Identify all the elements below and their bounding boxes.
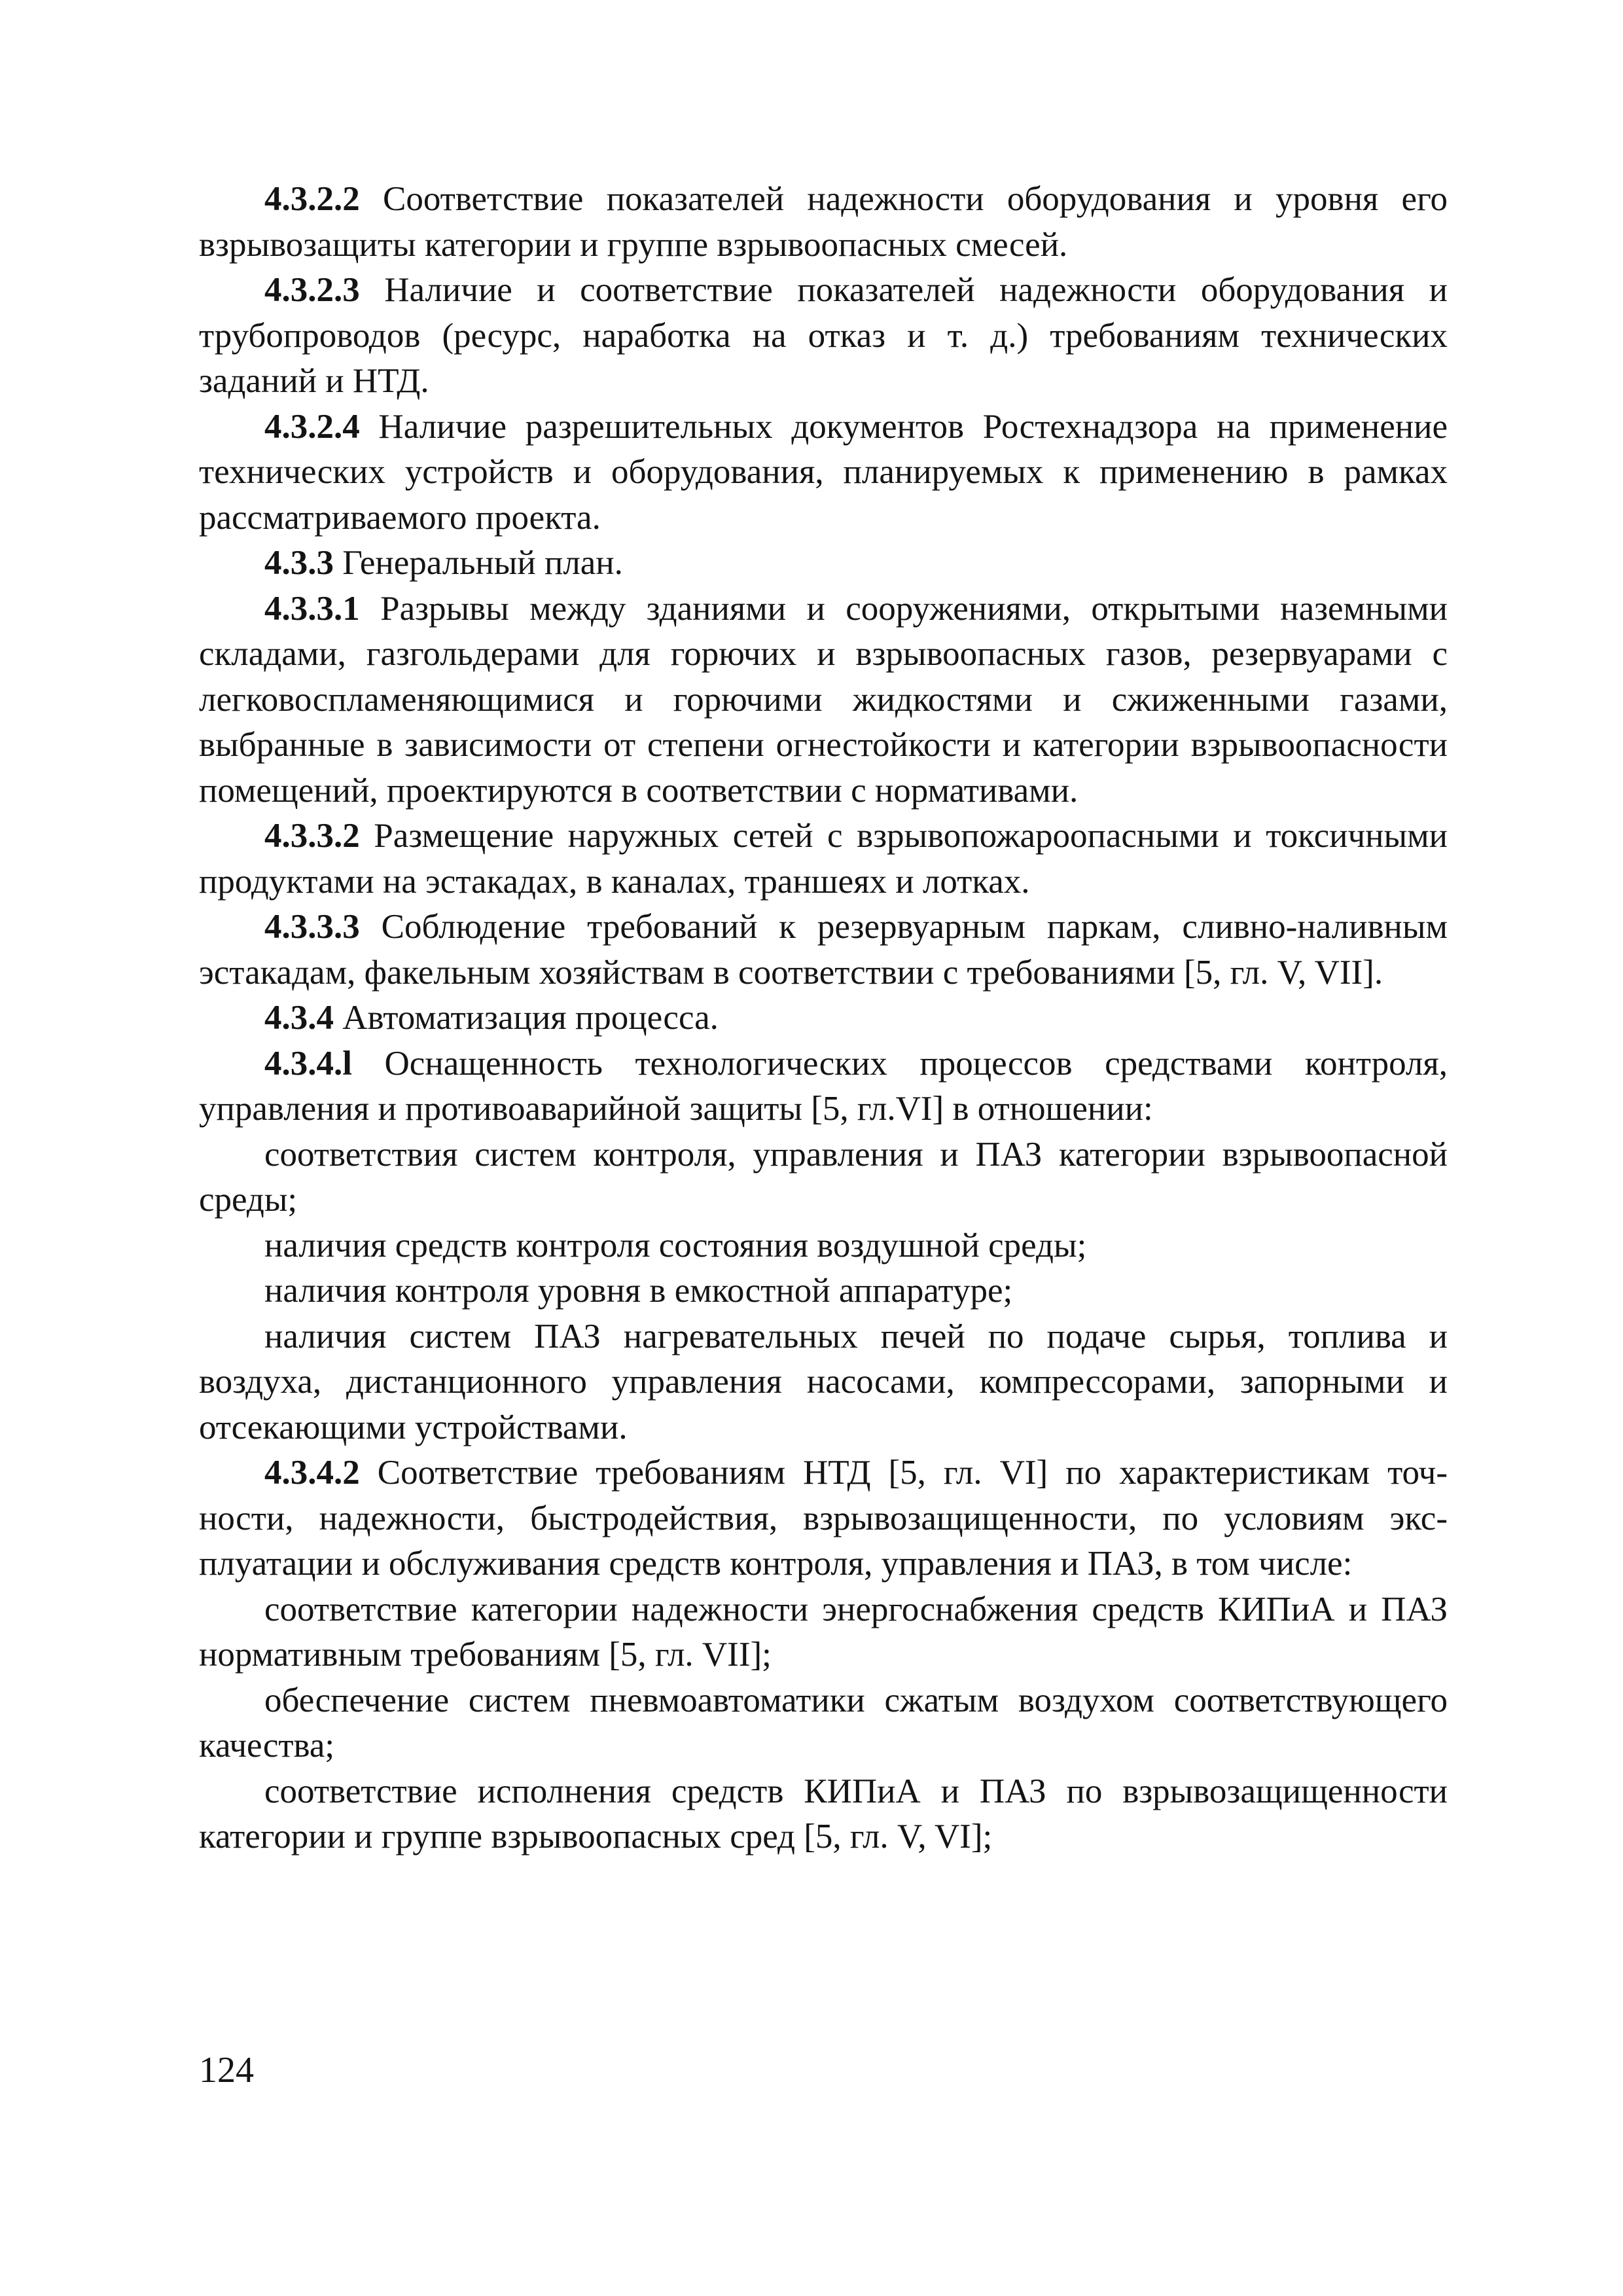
- paragraph-text: соответствие исполнения средств КИПиА и ПАЗ по взрывозащищенности категории и группе взрывоопасных сред [5, гл. V, VI];: [199, 1772, 1448, 1856]
- paragraph-text: Оснащенность технологических процессов средствами контроля, управления и противоаварийной защиты [5, гл.VI] в отношении:: [199, 1044, 1448, 1128]
- paragraph-text: наличия средств контроля состояния воздушной среды;: [264, 1226, 1087, 1265]
- paragraph-4-3-3-3: [199, 905, 1448, 996]
- page-number: 124: [199, 2050, 254, 2090]
- paragraph-text: Наличие и соответствие показателей надежности оборудования и трубопроводов (ресурс, наработка на отказ и т. д.) требованиям технических заданий и НТД.: [199, 271, 1448, 400]
- paragraph-4-3-4-1: [199, 1041, 1448, 1132]
- paragraph-4-3-2-2: [199, 177, 1448, 268]
- list-item: [199, 1587, 1448, 1678]
- paragraph-4-3-4-2: [199, 1450, 1448, 1587]
- list-item: [199, 1314, 1448, 1451]
- list-item: [199, 1268, 1448, 1314]
- paragraph-4-3-4: [199, 996, 1448, 1041]
- paragraph-4-3-2-4: [199, 404, 1448, 541]
- section-number: 4.3.4.l: [264, 1044, 352, 1083]
- paragraph-4-3-3-1: [199, 586, 1448, 814]
- list-item: [199, 1678, 1448, 1769]
- paragraph-text: Наличие разрешительных документов Ростехнадзора на применение технических устройств и оборудования, планируемых к применению в рамках рассматриваемого проекта.: [199, 407, 1448, 537]
- section-number: 4.3.2.4: [264, 407, 360, 446]
- paragraph-4-3-3-2: [199, 814, 1448, 905]
- paragraph-text: Размещение наружных сетей с взрывопожароопасными и токсичными продуктами на эстакадах, в каналах, траншеях и лотках.: [199, 817, 1448, 901]
- paragraph-text: наличия контроля уровня в емкостной аппаратуре;: [264, 1272, 1013, 1310]
- paragraph-4-3-2-3: [199, 268, 1448, 404]
- paragraph-text: Соответствие показателей надежности оборудования и уровня его взрывозащиты категории и группе взрывоопасных смесей.: [199, 180, 1448, 264]
- paragraph-text: соответствия систем контроля, управления и ПАЗ категории взрывоопасной среды;: [199, 1135, 1448, 1219]
- section-number: 4.3.3.1: [264, 589, 360, 628]
- paragraph-text: Автоматизация процесса.: [334, 999, 719, 1037]
- paragraph-text: наличия систем ПАЗ нагревательных печей по подаче сырья, топлива и воздуха, дистанционного управления насосами, компрессорами, запорными и отсекающими устройствами.: [199, 1317, 1448, 1446]
- paragraph-text: Соблюдение требований к резервуарным паркам, сливно-наливным эстакадам, факельным хозяйствам в соответствии с требованиями [5, гл. V, VII].: [199, 908, 1448, 992]
- section-number: 4.3.3.2: [264, 817, 360, 855]
- section-number: 4.3.3: [264, 544, 334, 582]
- section-number: 4.3.4: [264, 999, 334, 1037]
- list-item: [199, 1223, 1448, 1269]
- paragraph-4-3-3: [199, 541, 1448, 586]
- paragraph-text: соответствие категории надежности энергоснабжения средств КИПиА и ПАЗ нормативным требованиям [5, гл. VII];: [199, 1590, 1448, 1674]
- paragraph-text: обеспечение систем пневмоавтоматики сжатым воздухом соответствующего качества;: [199, 1681, 1448, 1765]
- paragraph-text: Генеральный план.: [334, 544, 623, 582]
- list-item: [199, 1132, 1448, 1223]
- paragraph-text: Разрывы между зданиями и сооружениями, открытыми наземными складами, газгольдерами для горючих и взрывоопасных газов, резервуарами с легковоспламеняющимися и горючими жидкостями и сжиженными газами, выбранные в зависимости от степени огнестойкости и категории взрывоопасности помещений, проектируются в соответствии с нормативами.: [199, 589, 1448, 810]
- section-number: 4.3.3.3: [264, 908, 360, 946]
- list-item: [199, 1769, 1448, 1860]
- section-number: 4.3.2.2: [264, 180, 360, 218]
- section-number: 4.3.2.3: [264, 271, 360, 309]
- document-page: [199, 177, 1448, 1860]
- section-number: 4.3.4.2: [264, 1454, 360, 1492]
- paragraph-text: Соответствие требованиям НТД [5, гл. VI] по характеристикам точности, надежности, быстродействия, взрывозащищенности, по условиям эксплуатации и обслуживания средств контроля, управления и ПАЗ, в том числе:: [199, 1454, 1448, 1583]
